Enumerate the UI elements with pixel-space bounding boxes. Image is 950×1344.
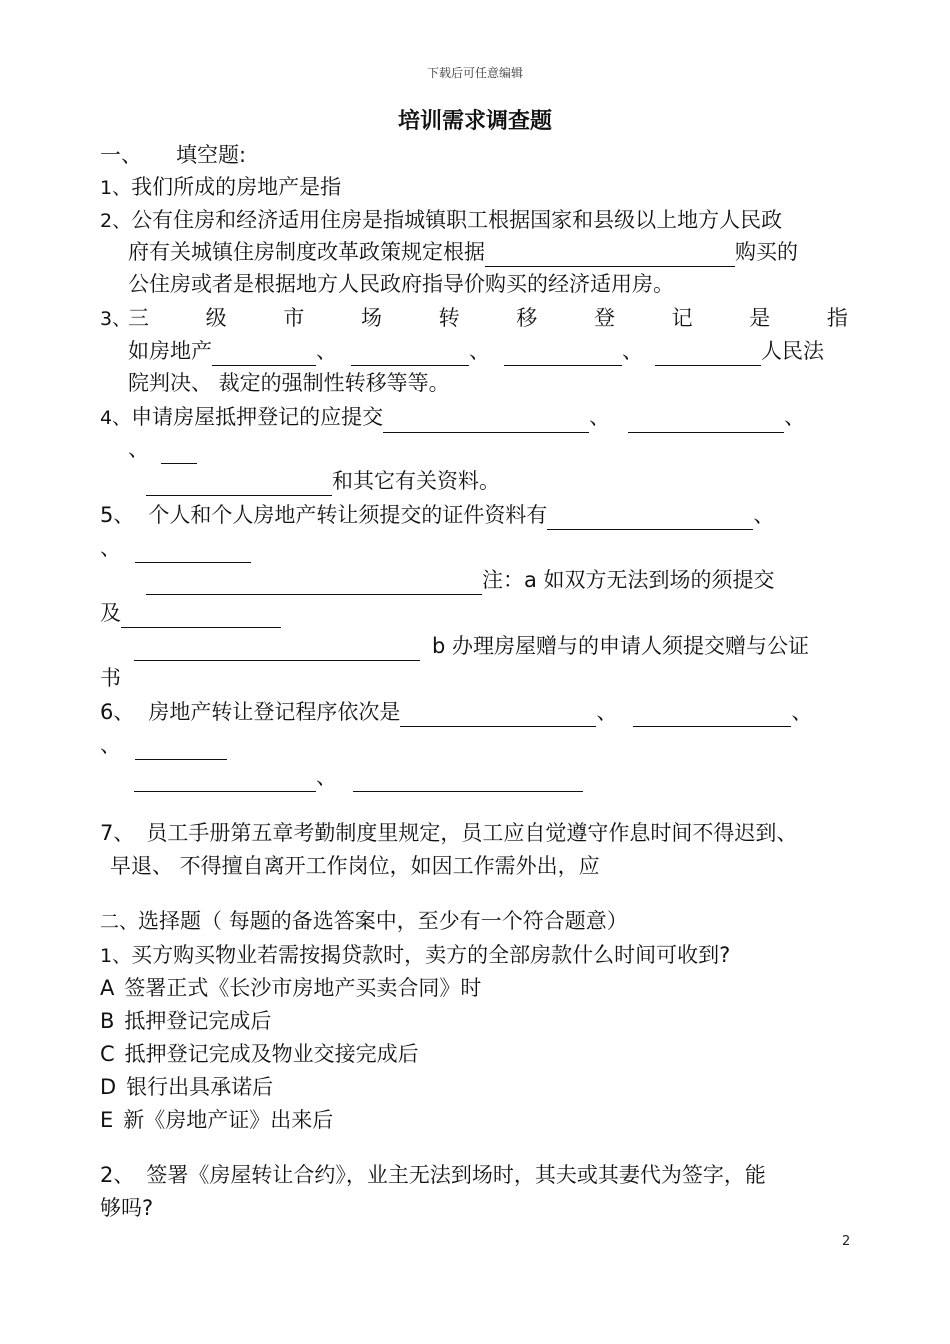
question-3-number: 3、 bbox=[100, 308, 132, 330]
question-4-line-3: 和其它有关资料。 bbox=[146, 466, 500, 496]
question-5-number: 5、 bbox=[100, 503, 135, 527]
section-2-number: 二、 bbox=[100, 911, 139, 933]
option-a[interactable]: A 签署正式《长沙市房地产买卖合同》时 bbox=[100, 976, 482, 1000]
answer-blank[interactable] bbox=[400, 704, 596, 727]
section-2-heading bbox=[100, 906, 628, 937]
answer-blank[interactable] bbox=[655, 343, 761, 366]
answer-blank[interactable] bbox=[485, 244, 735, 267]
question-5-line-3: 注：a 如双方无法到场的须提交 bbox=[146, 565, 775, 595]
option-b[interactable]: B 抵押登记完成后 bbox=[100, 1009, 272, 1033]
question-4-line-1: 4、申请房屋抵押登记的应提交 、 、 bbox=[100, 402, 805, 433]
question-4-line-2: 、 bbox=[128, 434, 197, 464]
question-2-number: 2、 bbox=[100, 210, 132, 232]
answer-blank[interactable] bbox=[134, 638, 420, 661]
answer-blank[interactable] bbox=[351, 343, 469, 366]
section-2-label: 选择题（ 每题的备选答案中，至少有一个符合题意） bbox=[138, 909, 628, 933]
question-3-line-3: 院判决、 裁定的强制性转移等等。 bbox=[128, 371, 450, 395]
question-1-number: 1、 bbox=[100, 177, 132, 199]
answer-blank[interactable] bbox=[504, 343, 622, 366]
section-1-label: 填空题: bbox=[176, 143, 247, 167]
choice-question-1: 1、买方购买物业若需按揭贷款时，卖方的全部房款什么时间可收到? bbox=[100, 943, 731, 967]
answer-blank[interactable] bbox=[633, 704, 791, 727]
question-7-number: 7、 bbox=[100, 821, 135, 845]
answer-blank[interactable] bbox=[628, 410, 784, 433]
option-e[interactable]: E 新《房地产证》出来后 bbox=[100, 1108, 334, 1132]
question-2-line-2: 府有关城镇住房制度改革政策规定根据 购买的 bbox=[128, 237, 798, 267]
answer-blank[interactable] bbox=[146, 572, 482, 595]
answer-blank[interactable] bbox=[212, 343, 316, 366]
question-3-line-2: 如房地产 、 、 、 人民法 bbox=[128, 336, 824, 366]
option-c[interactable]: C 抵押登记完成及物业交接完成后 bbox=[100, 1042, 419, 1066]
question-5-line-6: 书 bbox=[100, 666, 121, 690]
answer-blank[interactable] bbox=[121, 605, 281, 628]
answer-blank[interactable] bbox=[135, 540, 251, 563]
question-7-line-2: 早退、 不得擅自离开工作岗位，如因工作需外出，应 bbox=[110, 854, 600, 878]
question-5-line-5: b 办理房屋赠与的申请人须提交赠与公证 bbox=[134, 631, 809, 661]
question-1-text: 我们所成的房地产是指 bbox=[131, 175, 342, 199]
answer-blank[interactable] bbox=[353, 769, 583, 792]
section-1-heading bbox=[100, 140, 246, 170]
question-5-line-4: 及 bbox=[100, 598, 281, 628]
question-3-line-1: 三 级 市 场 转 移 登 记 是 指 bbox=[128, 306, 848, 330]
answer-blank[interactable] bbox=[134, 769, 316, 792]
question-2-line-3: 公住房或者是根据地方人民政府指导价购买的经济适用房。 bbox=[128, 272, 674, 296]
answer-blank[interactable] bbox=[135, 737, 227, 760]
page-number: 2 bbox=[842, 1234, 851, 1249]
question-7-line-1: 7、 员工手册第五章考勤制度里规定，员工应自觉遵守作息时间不得迟到、 bbox=[100, 821, 798, 845]
answer-blank[interactable] bbox=[146, 473, 332, 496]
choice-question-2-number: 2、 bbox=[100, 1163, 135, 1187]
question-6-line-3: 、 bbox=[134, 762, 583, 792]
choice-question-2-line-1: 2、 签署《房屋转让合约》，业主无法到场时，其夫或其妻代为签字，能 bbox=[100, 1163, 766, 1187]
document-title: 培训需求调查题 bbox=[397, 109, 552, 134]
question-6-line-1: 6、 房地产转让登记程序依次是 、 、 bbox=[100, 697, 812, 727]
answer-blank[interactable] bbox=[161, 441, 197, 464]
question-5-line-1: 5、 个人和个人房地产转让须提交的证件资料有 、 bbox=[100, 500, 774, 530]
page-header: 下载后可任意编辑 bbox=[426, 66, 523, 80]
question-6-line-2: 、 bbox=[100, 730, 227, 760]
choice-question-2-line-2: 够吗? bbox=[100, 1196, 154, 1220]
question-6-number: 6、 bbox=[100, 700, 135, 724]
answer-blank[interactable] bbox=[547, 507, 753, 530]
choice-question-1-number: 1、 bbox=[100, 945, 132, 967]
option-d[interactable]: D 银行出具承诺后 bbox=[100, 1075, 274, 1099]
section-1-number: 一、 bbox=[100, 143, 142, 167]
question-1 bbox=[100, 172, 341, 203]
question-4-number: 4、 bbox=[100, 407, 132, 429]
question-2-line-1: 2、公有住房和经济适用住房是指城镇职工根据国家和县级以上地方人民政 bbox=[100, 208, 783, 232]
answer-blank[interactable] bbox=[383, 410, 589, 433]
question-5-line-2: 、 bbox=[100, 533, 251, 563]
